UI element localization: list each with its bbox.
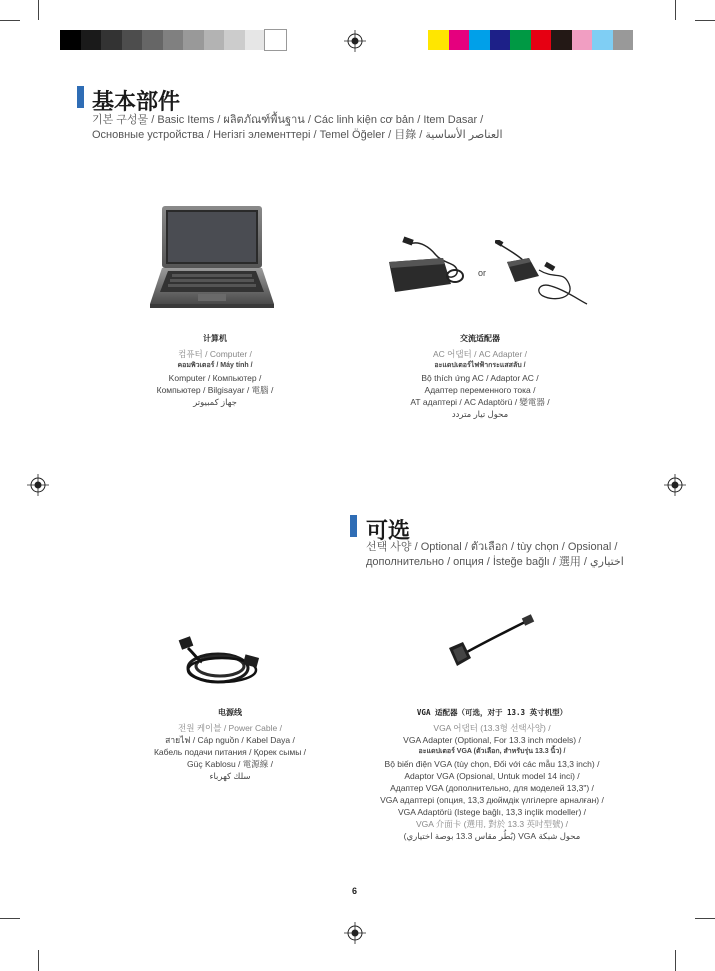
caption-line: 전원 케이블 / Power Cable / <box>178 723 282 733</box>
laptop-image <box>150 204 274 312</box>
caption-line: Bộ thích ứng AC / Adaptor AC / <box>421 373 539 383</box>
caption-line: محول تيار متردد <box>451 409 509 419</box>
power-cable-caption <box>120 707 340 782</box>
section-accent-bar <box>77 86 84 108</box>
gray-swatch <box>122 30 143 50</box>
caption-line: Komputer / Компьютер / <box>168 373 262 383</box>
caption-line: جهاز كمبيوتر <box>193 397 237 407</box>
gray-swatch <box>101 30 122 50</box>
ac-adapter-caption <box>395 333 565 420</box>
power-cable-caption-heading: 电源线 <box>218 708 242 717</box>
color-swatch <box>510 30 531 50</box>
caption-line: VGA 介面卡 (選用, 對於 13.3 英吋型號) / <box>415 819 569 829</box>
color-swatch <box>572 30 593 50</box>
subtitle-line: 기본 구성물 / Basic Items / ผลิตภัณฑ์พื้นฐาน / Các linh kiện cơ bản / Item Dasar / <box>92 114 484 126</box>
caption-line: محول شبكة VGA (بُطُر مقاس 13.3 بوصة اختياري) <box>403 831 581 841</box>
ac-adapter-caption-heading: 交流适配器 <box>460 334 500 343</box>
caption-line: Компьютер / Bilgisayar / 電腦 / <box>156 385 274 395</box>
caption-line: Адаптер VGA (дополнительно, для моделей 13,3") / <box>390 783 594 793</box>
gray-swatch <box>224 30 245 50</box>
subtitle-line: дополнительно / опция / İsteğe bağlı / 選用 / اختياري <box>366 556 624 568</box>
optional-subtitle <box>366 540 666 570</box>
caption-line: АТ адаптері / AC Adaptörü / 變電器 / <box>410 397 550 407</box>
caption-line: 컴퓨터 / Computer / <box>178 349 252 359</box>
caption-line: Bộ biến điện VGA (tùy chọn, Đối với các mẫu 13,3 inch) / <box>384 759 600 769</box>
crop-mark <box>38 950 39 971</box>
caption-line: Güç Kablosu / 電源線 / <box>187 759 273 769</box>
registration-mark-icon <box>344 30 366 52</box>
caption-line: อะแดปเตอร์ VGA (ตัวเลือก, สำหรับรุ่น 13.3 นิ้ว) / <box>418 748 566 755</box>
caption-line: Кабель подачи питания / Қорек сымы / <box>153 747 307 757</box>
gray-swatch <box>163 30 184 50</box>
caption-line: คอมพิวเตอร์ / Máy tính / <box>177 362 253 369</box>
section-accent-bar <box>350 515 357 537</box>
or-label: or <box>478 268 487 278</box>
color-swatch <box>592 30 613 50</box>
gray-swatch <box>183 30 204 50</box>
basic-items-title: 基本部件 <box>92 89 181 114</box>
gray-swatch <box>60 30 81 50</box>
caption-line: AC 어댑터 / AC Adapter / <box>432 349 528 359</box>
color-swatch <box>613 30 634 50</box>
registration-mark-icon <box>27 474 49 496</box>
caption-line: VGA адаптері (опция, 13,3 дюймдік үлгілерге арналған) / <box>380 795 604 805</box>
crop-mark <box>0 918 20 919</box>
caption-line: VGA Adaptörü (Istege bağlı, 13,3 inçlik modeller) / <box>397 807 587 817</box>
gray-swatch <box>204 30 225 50</box>
color-swatch <box>531 30 552 50</box>
subtitle-line: 선택 사양 / Optional / ตัวเลือก / tùy chọn / Opsional / <box>366 541 618 553</box>
color-swatch <box>428 30 449 50</box>
computer-caption-heading: 计算机 <box>203 334 227 343</box>
basic-items-subtitle <box>92 113 612 143</box>
caption-line: VGA 어댑터 (13.3형 선택사양) / <box>433 723 551 733</box>
crop-mark <box>0 20 20 21</box>
color-swatch <box>490 30 511 50</box>
caption-line: อะแดปเตอร์ไฟฟ้ากระแสสลับ / <box>434 362 526 369</box>
caption-line: سلك كهرباء <box>209 771 251 781</box>
gray-swatch <box>265 30 286 50</box>
crop-mark <box>695 918 715 919</box>
vga-adapter-image <box>445 612 535 672</box>
crop-mark <box>675 0 676 20</box>
page-number: 6 <box>352 886 358 896</box>
crop-mark <box>38 0 39 20</box>
power-cable-image <box>176 630 266 690</box>
ac-adapter-small-image <box>495 240 590 308</box>
subtitle-line: Основные устройства / Негізгі элементтері / Temel Öğeler / 目錄 / العناصر الأساسية <box>92 129 503 141</box>
caption-line: สายไฟ / Cáp nguồn / Kabel Daya / <box>165 735 295 745</box>
color-swatch <box>551 30 572 50</box>
caption-line: VGA Adapter (Optional, For 13.3 inch models) / <box>403 735 581 745</box>
caption-line: Adaptor VGA (Opsional, Untuk model 14 inci) / <box>404 771 580 781</box>
gray-swatch <box>142 30 163 50</box>
gray-swatch <box>81 30 102 50</box>
ac-adapter-large-image <box>385 236 475 306</box>
registration-mark-icon <box>344 922 366 944</box>
color-swatch <box>449 30 470 50</box>
crop-mark <box>695 20 715 21</box>
caption-line: Адаптер переменного тока / <box>424 385 536 395</box>
gray-swatch <box>245 30 266 50</box>
crop-mark <box>675 950 676 971</box>
vga-adapter-caption <box>362 707 622 842</box>
color-swatch <box>469 30 490 50</box>
registration-mark-icon <box>664 474 686 496</box>
optional-title: 可选 <box>366 518 411 543</box>
computer-caption <box>130 333 300 408</box>
vga-adapter-caption-heading: VGA 适配器（可选，对于 13.3 英寸机型） <box>416 708 568 717</box>
